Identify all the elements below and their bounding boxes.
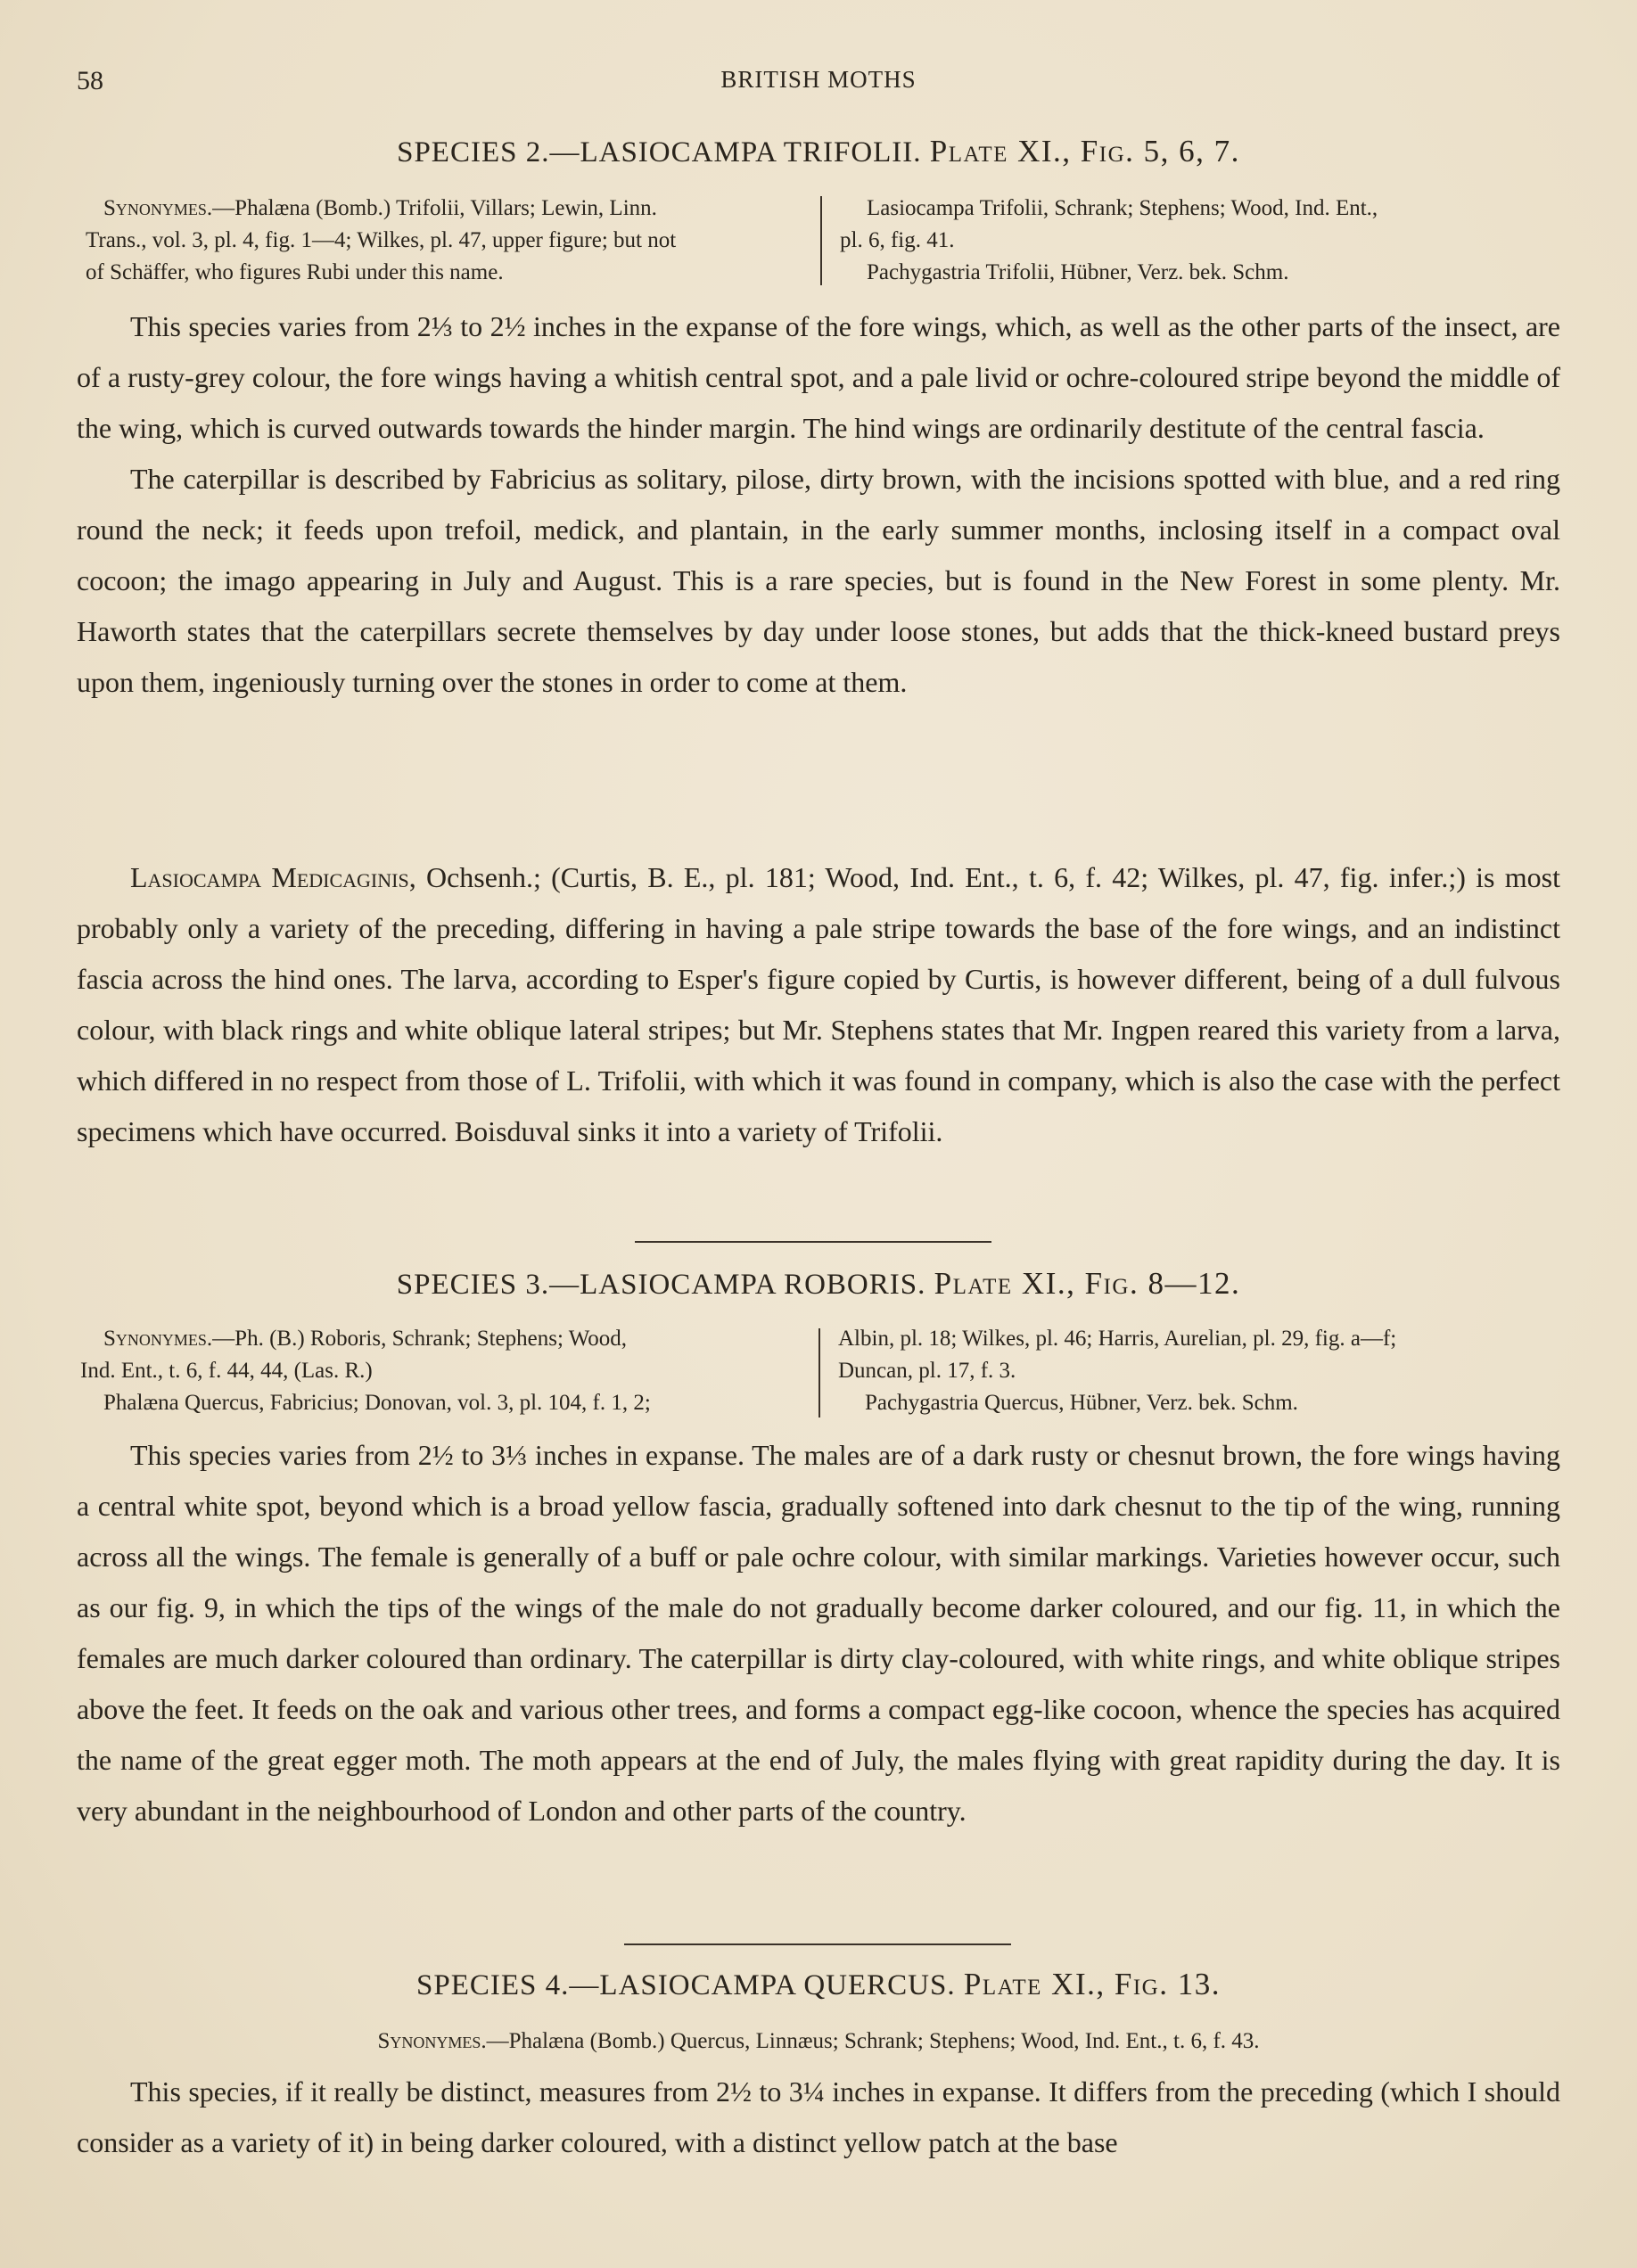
syn-line: Pachygastria Quercus, Hübner, Verz. bek. Schm.: [865, 1391, 1298, 1415]
section-divider: [624, 1943, 1011, 1945]
syn-line: Phalæna Quercus, Fabricius; Donovan, vol. 3, pl. 104, f. 1, 2;: [103, 1391, 651, 1415]
section-divider: [635, 1241, 991, 1243]
species-3-title: SPECIES 3.—LASIOCAMPA ROBORIS.: [396, 1269, 926, 1301]
synonymes-divider: [820, 196, 822, 285]
synonymes-label: Synonymes.—: [103, 1327, 235, 1351]
syn-line: pl. 6, fig. 41.: [840, 228, 955, 252]
paragraph: This species varies from 2½ to 3⅓ inches in expanse. The males are of a dark rusty or chesnut brown, the fore wings having a central white spot, beyond which is a broad yellow fascia, gradually softened into dark chesnut to the tip of the wing, running across all the wings. The female is generally of a buff or pale ochre colour, with similar markings. Varieties however occur, such as our fig. 9, in which the tips of the wings of the male do not gradually become darker coloured, and our fig. 11, in which the females are much darker coloured than ordinary. The caterpillar is dirty clay-coloured, with white rings, and white oblique stripes above the feet. It feeds on the oak and various other trees, and forms a compact egg-like cocoon, whence the species has acquired the name of the great egger moth. The moth appears at the end of July, the males flying with great rapidity during the day. It is very abundant in the neighbourhood of London and other parts of the country.: [77, 1439, 1560, 1827]
species-4-plate: Plate XI., Fig. 13.: [963, 1967, 1221, 2001]
species-2-heading: [0, 134, 1637, 169]
paragraph: This species varies from 2⅓ to 2½ inches in the expanse of the fore wings, which, as well as the other parts of the insect, are of a rusty-grey colour, the fore wings having a whitish central spot, and a pale livid or ochre-coloured stripe beyond the middle of the wing, which is curved outwards towards the hinder margin. The hind wings are ordinarily destitute of the central fascia.: [77, 310, 1560, 444]
species-4-title: SPECIES 4.—LASIOCAMPA QUERCUS.: [416, 1969, 956, 2001]
species-4-description: [77, 2067, 1560, 2245]
syn-line: Lasiocampa Trifolii, Schrank; Stephens; Wood, Ind. Ent.,: [867, 196, 1378, 220]
syn-line: Phalæna (Bomb.) Quercus, Linnæus; Schrank; Stephens; Wood, Ind. Ent., t. 6, f. 43.: [508, 2029, 1260, 2053]
species-2-title: SPECIES 2.—LASIOCAMPA TRIFOLII.: [397, 136, 922, 168]
species-3-heading: [0, 1266, 1637, 1302]
page-number: 58: [77, 66, 103, 95]
species-3-description: [77, 1430, 1560, 1837]
running-title: BRITISH MOTHS: [720, 66, 917, 93]
species-2-plate: Plate XI., Fig. 5, 6, 7.: [929, 134, 1240, 168]
synonymes-divider: [818, 1328, 820, 1418]
paragraph: This species, if it really be distinct, measures from 2½ to 3¼ inches in expanse. It differs from the preceding (which I should consider as a variety of it) in being darker coloured, with a distinct yellow patch at the base: [77, 2075, 1560, 2158]
variety-name: Lasiocampa Medicaginis,: [130, 861, 416, 893]
species-2-variety-note: [77, 852, 1560, 1157]
synonymes-label: Synonymes.—: [103, 196, 235, 220]
synonymes-label: Synonymes.—: [377, 2029, 509, 2053]
species-2-synonymes-right: [840, 193, 1571, 289]
species-2-description: [77, 301, 1560, 708]
syn-line: Phalæna (Bomb.) Trifolii, Villars; Lewin, Linn.: [234, 196, 657, 220]
variety-text: Ochsenh.; (Curtis, B. E., pl. 181; Wood, Ind. Ent., t. 6, f. 42; Wilkes, pl. 47, fig. infer.;) is most probably only a variety of the preceding, differing in having a pale stripe towards the base of the fore wings, and an indistinct fascia across the hind ones. The larva, according to Esper's figure copied by Curtis, is however different, being of a dull fulvous colour, with black rings and white oblique lateral stripes; but Mr. Stephens states that Mr. Ingpen reared this variety from a larva, which differed in no respect from those of L. Trifolii, with which it was found in company, which is also the case with the perfect specimens which have occurred. Boisduval sinks it into a variety of Trifolii.: [77, 861, 1561, 1147]
syn-line: Ph. (B.) Roboris, Schrank; Stephens; Wood,: [234, 1327, 628, 1351]
syn-line: Duncan, pl. 17, f. 3.: [838, 1359, 1016, 1383]
syn-line: of Schäffer, who figures Rubi under this name.: [86, 260, 504, 284]
syn-line: Ind. Ent., t. 6, f. 44, 44, (Las. R.): [80, 1359, 373, 1383]
species-3-plate: Plate XI., Fig. 8—12.: [934, 1266, 1241, 1301]
species-3-synonymes-left: [80, 1323, 811, 1419]
syn-line: Pachygastria Trifolii, Hübner, Verz. bek. Schm.: [867, 260, 1289, 284]
paragraph: The caterpillar is described by Fabricius as solitary, pilose, dirty brown, with the incisions spotted with blue, and a red ring round the neck; it feeds upon trefoil, medick, and plantain, in the early summer months, inclosing itself in a compact oval cocoon; the imago appearing in July and August. This is a rare species, but is found in the New Forest in some plenty. Mr. Haworth states that the caterpillars secrete themselves by day under loose stones, but adds that the thick-kneed bustard preys upon them, ingeniously turning over the stones in order to come at them.: [77, 463, 1560, 698]
species-4-heading: [0, 1967, 1637, 2002]
species-3-synonymes-right: [838, 1323, 1578, 1419]
syn-line: Albin, pl. 18; Wilkes, pl. 46; Harris, Aurelian, pl. 29, fig. a—f;: [838, 1327, 1397, 1351]
species-4-synonymes: [0, 2026, 1637, 2058]
species-2-synonymes-left: [86, 193, 802, 289]
syn-line: Trans., vol. 3, pl. 4, fig. 1—4; Wilkes, pl. 47, upper figure; but not: [86, 228, 677, 252]
